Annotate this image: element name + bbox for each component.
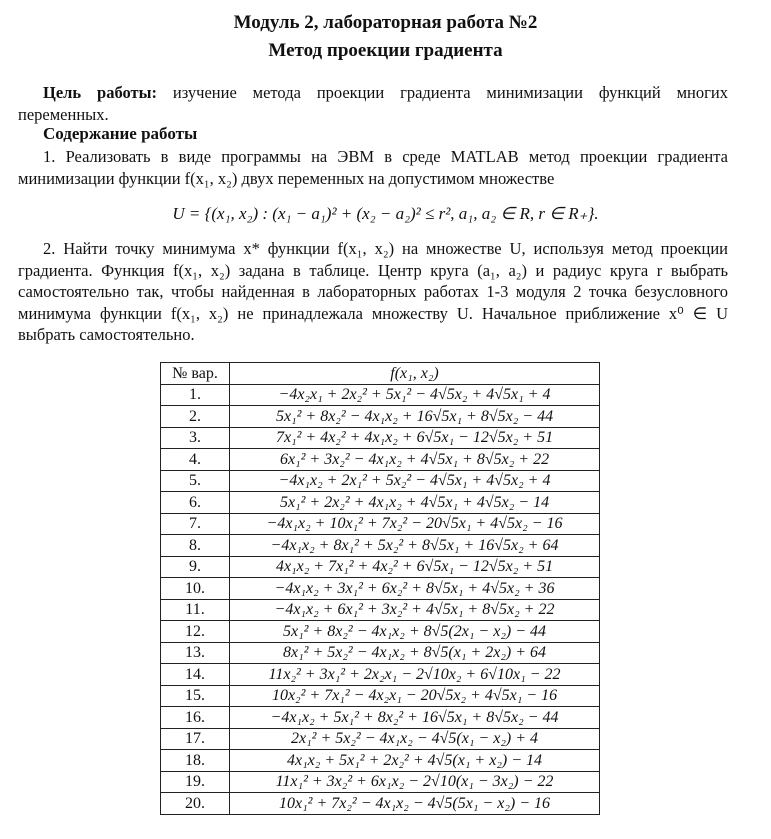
goal-paragraph xyxy=(18,82,728,125)
function-cell: 5x₁² + 8x₂² − 4x₁x₂ + 16√5x₁ + 8√5x₂ − 44 xyxy=(230,406,600,428)
table-row xyxy=(161,728,600,750)
variant-cell: 17. xyxy=(161,728,230,750)
table-row xyxy=(161,664,600,686)
table-row xyxy=(161,449,600,471)
variant-cell: 16. xyxy=(161,707,230,729)
variant-cell: 15. xyxy=(161,685,230,707)
variant-cell: 8. xyxy=(161,535,230,557)
item-1: 1. Реализовать в виде программы на ЭВМ в среде MATLAB метод проекции градиента минимизации функции f(x₁, x₂) двух переменных на допустимом множестве xyxy=(18,147,728,188)
function-cell: 11x₂² + 3x₁² + 2x₂x₁ − 2√10x₂ + 6√10x₁ − 22 xyxy=(230,664,600,686)
table-row xyxy=(161,642,600,664)
table-row xyxy=(161,513,600,535)
table-row xyxy=(161,793,600,815)
function-cell: 4x₁x₂ + 5x₁² + 2x₂² + 4√5(x₁ + x₂) − 14 xyxy=(230,750,600,772)
function-cell: −4x₁x₂ + 3x₁² + 6x₂² + 8√5x₁ + 4√5x₂ + 36 xyxy=(230,578,600,600)
table-row xyxy=(161,406,600,428)
variant-cell: 19. xyxy=(161,771,230,793)
variant-cell: 18. xyxy=(161,750,230,772)
variant-cell: 6. xyxy=(161,492,230,514)
header-variant: № вар. xyxy=(161,363,230,385)
function-cell: 8x₁² + 5x₂² − 4x₁x₂ + 8√5(x₁ + 2x₂) + 64 xyxy=(230,642,600,664)
function-cell: −4x₁x₂ + 6x₁² + 3x₂² + 4√5x₁ + 8√5x₂ + 22 xyxy=(230,599,600,621)
variant-cell: 10. xyxy=(161,578,230,600)
goal-text: изучение метода проекции градиента минимизации функций многих переменных. xyxy=(18,83,728,124)
function-cell: −4x₂x₁ + 2x₂² + 5x₁² − 4√5x₂ + 4√5x₁ + 4 xyxy=(230,384,600,406)
function-cell: 5x₁² + 8x₂² − 4x₁x₂ + 8√5(2x₁ − x₂) − 44 xyxy=(230,621,600,643)
table-row xyxy=(161,599,600,621)
header-function: f(x₁, x₂) xyxy=(230,363,600,385)
function-cell: −4x₁x₂ + 8x₁² + 5x₂² + 8√5x₁ + 16√5x₂ + 64 xyxy=(230,535,600,557)
function-cell: −4x₁x₂ + 10x₁² + 7x₂² − 20√5x₁ + 4√5x₂ − 16 xyxy=(230,513,600,535)
title: Модуль 2, лабораторная работа №2 xyxy=(233,12,538,33)
variant-cell: 5. xyxy=(161,470,230,492)
variants-table xyxy=(160,362,600,815)
variant-cell: 11. xyxy=(161,599,230,621)
table-row xyxy=(161,750,600,772)
table-row xyxy=(161,535,600,557)
table-row xyxy=(161,578,600,600)
variant-cell: 14. xyxy=(161,664,230,686)
function-cell: 2x₁² + 5x₂² − 4x₁x₂ − 4√5(x₁ − x₂) + 4 xyxy=(230,728,600,750)
table-row xyxy=(161,492,600,514)
table-row xyxy=(161,470,600,492)
function-cell: −4x₁x₂ + 5x₁² + 8x₂² + 16√5x₁ + 8√5x₂ − 44 xyxy=(230,707,600,729)
subtitle: Метод проекции градиента xyxy=(268,40,503,61)
variant-cell: 3. xyxy=(161,427,230,449)
table-row xyxy=(161,771,600,793)
table-header xyxy=(161,363,600,385)
goal-label: Цель работы: xyxy=(43,83,158,102)
function-cell: 10x₂² + 7x₁² − 4x₂x₁ − 20√5x₂ + 4√5x₁ − 16 xyxy=(230,685,600,707)
variant-cell: 13. xyxy=(161,642,230,664)
function-cell: 5x₁² + 2x₂² + 4x₁x₂ + 4√5x₁ + 4√5x₂ − 14 xyxy=(230,492,600,514)
set-formula: U = {(x₁, x₂) : (x₁ − a₁)² + (x₂ − a₂)² ≤ r², a₁, a₂ ∈ R, r ∈ R₊}. xyxy=(172,204,599,223)
function-cell: 10x₁² + 7x₂² − 4x₁x₂ − 4√5(5x₁ − x₂) − 16 xyxy=(230,793,600,815)
variant-cell: 1. xyxy=(161,384,230,406)
function-cell: −4x₁x₂ + 2x₁² + 5x₂² − 4√5x₁ + 4√5x₂ + 4 xyxy=(230,470,600,492)
variant-cell: 7. xyxy=(161,513,230,535)
variant-cell: 4. xyxy=(161,449,230,471)
variant-cell: 12. xyxy=(161,621,230,643)
variant-cell: 20. xyxy=(161,793,230,815)
table-row xyxy=(161,621,600,643)
section-title: Содержание работы xyxy=(43,124,198,143)
table-row xyxy=(161,556,600,578)
variant-cell: 2. xyxy=(161,406,230,428)
table-row xyxy=(161,707,600,729)
item-2: 2. Найти точку минимума x* функции f(x₁, x₂) на множестве U, используя метод проекции градиента. Функция f(x₁, x₂) задана в таблице. Центр круга (a₁, a₂) и радиус круга r выбрать самостоятельно так, чтобы найденная в лабораторных работах 1-3 модуля 2 точка безусловного минимума функции f(x₁, x₂) не принадлежала множеству U. Начальное приближение x⁰ ∈ U выбрать самостоятельно. xyxy=(18,239,728,344)
variant-cell: 9. xyxy=(161,556,230,578)
table-row xyxy=(161,685,600,707)
function-cell: 7x₁² + 4x₂² + 4x₁x₂ + 6√5x₁ − 12√5x₂ + 51 xyxy=(230,427,600,449)
function-cell: 11x₁² + 3x₂² + 6x₁x₂ − 2√10(x₁ − 3x₂) − 22 xyxy=(230,771,600,793)
function-cell: 4x₁x₂ + 7x₁² + 4x₂² + 6√5x₁ − 12√5x₂ + 51 xyxy=(230,556,600,578)
function-cell: 6x₁² + 3x₂² − 4x₁x₂ + 4√5x₁ + 8√5x₂ + 22 xyxy=(230,449,600,471)
table-row xyxy=(161,427,600,449)
table-row xyxy=(161,384,600,406)
